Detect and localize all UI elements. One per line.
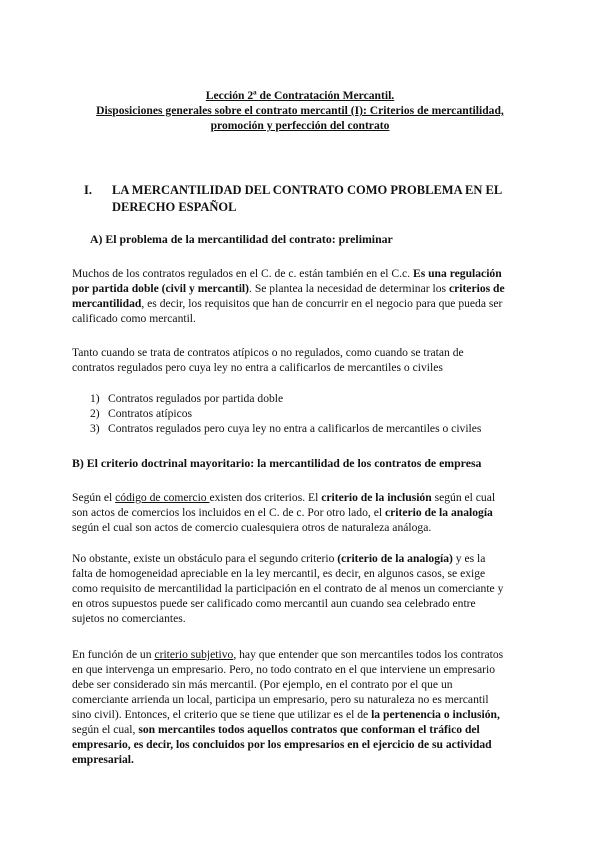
subheading-b: B) El criterio doctrinal mayoritario: la mercantilidad de los contratos de empresa [72, 456, 482, 470]
document-title [60, 88, 540, 133]
paragraph-1: Muchos de los contratos regulados en el C. de c. están también en el C.c. Es una regulación por partida doble (civil y mercantil). Se plantea la necesidad de determinar los criterios de mercantilidad, es decir, los requisitos que han de concurrir en el negocio para que pueda ser calificado como mercantil. [72, 267, 505, 325]
list-item: 1) Contratos regulados por partida doble [90, 392, 284, 405]
numbered-list [90, 391, 540, 436]
paragraph-5: En función de un criterio subjetivo, hay que entender que son mercantiles todos los contratos en que intervenga un empresario. Pero, no todo contrato en el que interviene un empresario debe ser considerado sin más mercantil. (Por ejemplo, en el contrato por el que un comerciante arrienda un local, participa un empresario, pero su naturaleza no es mercantil sino civil). Entonces, el criterio que se tiene que utilizar es el de la pertenencia o inclusión, según el cual, son mercantiles todos aquellos contratos que conforman el tráfico del empresario, es decir, los concluidos por los empresarios en el ejercicio de su actividad empresarial. [72, 648, 504, 766]
subheading-a: A) El problema de la mercantilidad del contrato: preliminar [90, 232, 393, 246]
title-line-2: Disposiciones generales sobre el contrato mercantil (I): Criterios de mercantilidad, [96, 104, 504, 117]
paragraph-4: No obstante, existe un obstáculo para el segundo criterio (criterio de la analogía) y es la falta de homogeneidad apreciable en la ley mercantil, es decir, en algunos casos, se exige como requisito de mercantilidad la participación en el contrato de al menos un comerciante y en otros supuestos puede ser calificado como mercantil aun cuando sea celebrado entre sujetos no comerciantes. [72, 552, 504, 625]
paragraph-3: Según el código de comercio existen dos criterios. El criterio de la inclusión según el cual son actos de comercios los incluidos en el C. de c. Por otro lado, el criterio de la analogía según el cual son actos de comercio cualesquiera otros de naturaleza análoga. [72, 491, 496, 534]
section-title: LA MERCANTILIDAD DEL CONTRATO COMO PROBLEMA EN EL DERECHO ESPAÑOL [112, 183, 503, 214]
link-criterio-subjetivo[interactable]: criterio subjetivo [154, 648, 234, 661]
section-number: I. [84, 183, 92, 197]
link-codigo-comercio[interactable]: código de comercio [115, 491, 210, 504]
list-item: 3) Contratos regulados pero cuya ley no entra a calificarlos de mercantiles o civiles [90, 422, 482, 435]
title-line-3: promoción y perfección del contrato [210, 119, 390, 132]
paragraph-2: Tanto cuando se trata de contratos atípicos o no regulados, como cuando se tratan de contratos regulados pero cuya ley no entra a calificarlos de mercantiles o civiles [72, 346, 464, 374]
title-line-1: Lección 2ª de Contratación Mercantil. [205, 89, 395, 102]
list-item: 2) Contratos atípicos [90, 407, 193, 420]
